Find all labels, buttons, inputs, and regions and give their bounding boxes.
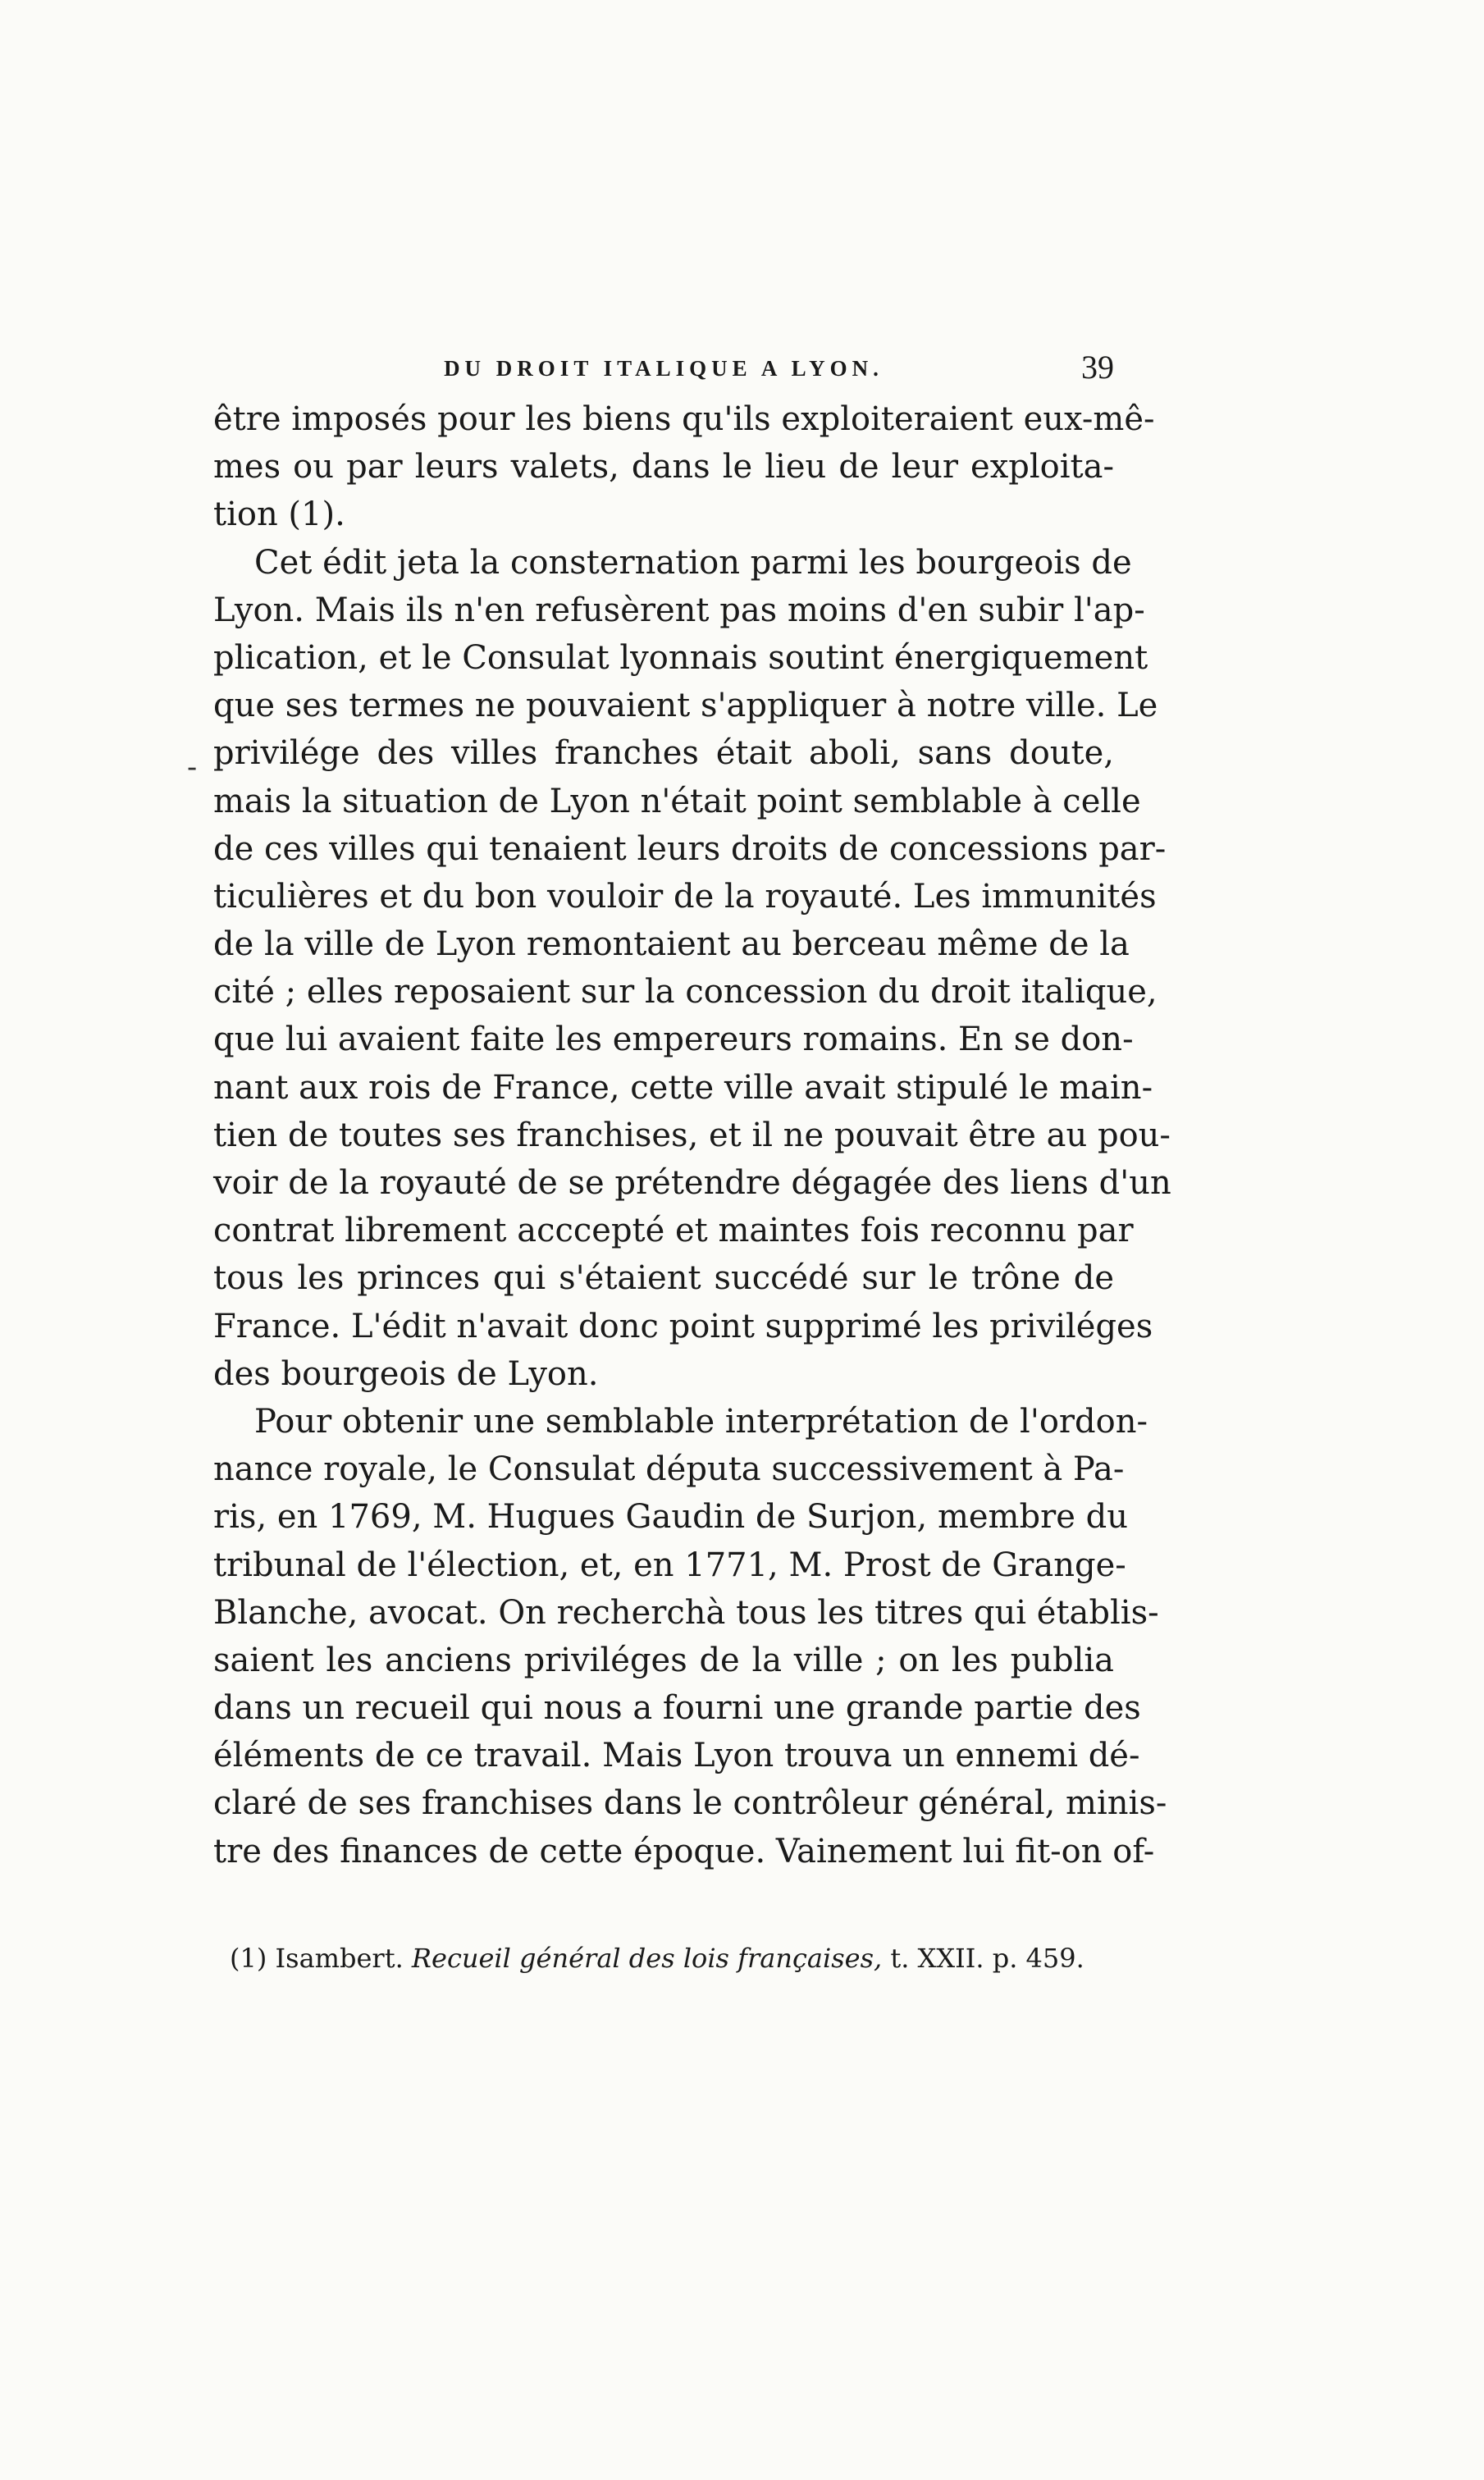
text-line: claré de ses franchises dans le contrôleur général, minis- (213, 1784, 1167, 1823)
text-line: éléments de ce travail. Mais Lyon trouva un ennemi dé- (213, 1737, 1140, 1775)
text-line: que lui avaient faite les empereurs romains. En se don- (213, 1021, 1134, 1059)
footnote-reference: t. XXII. p. 459. (890, 1943, 1084, 1974)
text-line: dans un recueil qui nous a fourni une grande partie des (213, 1689, 1141, 1728)
text-line: nance royale, le Consulat députa successivement à Pa- (213, 1450, 1125, 1489)
text-line: contrat librement acccepté et maintes fois reconnu par (213, 1212, 1134, 1250)
footnote-marker: (1) (230, 1943, 267, 1974)
text-line: tion (1). (213, 496, 345, 534)
footnote-author: Isambert. (275, 1943, 404, 1974)
text-line: de la ville de Lyon remontaient au berceau même de la (213, 925, 1130, 964)
text-line: tre des finances de cette époque. Vainement lui fit-on of- (213, 1832, 1155, 1870)
text-line: nant aux rois de France, cette ville avait stipulé le main- (213, 1068, 1153, 1107)
paragraph-start-line: Cet édit jeta la consternation parmi les bourgeois de (254, 543, 1132, 582)
running-head (213, 348, 1114, 397)
text-line: privilége des villes franches était aboli, sans doute, (213, 734, 1114, 773)
text-line: ris, en 1769, M. Hugues Gaudin de Surjon, membre du (213, 1498, 1128, 1537)
text-line: mais la situation de Lyon n'était point semblable à celle (213, 782, 1141, 820)
text-line: des bourgeois de Lyon. (213, 1354, 599, 1393)
footnote (213, 1940, 1114, 1976)
page-number: 39 (1081, 349, 1114, 386)
text-line: voir de la royauté de se prétendre dégagée des liens d'un (213, 1164, 1171, 1202)
text-line: être imposés pour les biens qu'ils exploiteraient eux-mê- (213, 400, 1155, 438)
text-line: France. L'édit n'avait donc point supprimé les priviléges (213, 1307, 1153, 1345)
text-line: cité ; elles reposaient sur la concession du droit italique, (213, 973, 1158, 1012)
running-title: DU DROIT ITALIQUE A LYON. (444, 356, 884, 381)
footnote-title: Recueil général des lois françaises, (411, 1943, 883, 1974)
paragraph-start-line: Pour obtenir une semblable interprétation de l'ordon- (254, 1402, 1148, 1441)
text-line: que ses termes ne pouvaient s'appliquer à notre ville. Le (213, 687, 1158, 725)
text-line: ticulières et du bon vouloir de la royauté. Les immunités (213, 877, 1157, 916)
text-line: saient les anciens priviléges de la ville ; on les publia (213, 1641, 1114, 1679)
text-line: tien de toutes ses franchises, et il ne pouvait être au pou- (213, 1116, 1171, 1154)
text-line: Blanche, avocat. On recherchà tous les titres qui établis- (213, 1593, 1159, 1632)
text-line: mes ou par leurs valets, dans le lieu de leur exploita- (213, 448, 1114, 486)
margin-mark: - (187, 751, 198, 784)
text-line: plication, et le Consulat lyonnais soutint énergiquement (213, 638, 1148, 677)
text-line: Lyon. Mais ils n'en refusèrent pas moins d'en subir l'ap- (213, 591, 1145, 629)
text-line: de ces villes qui tenaient leurs droits de concessions par- (213, 829, 1167, 868)
text-line: tribunal de l'élection, et, en 1771, M. Prost de Grange- (213, 1546, 1126, 1584)
text-line: tous les princes qui s'étaient succédé sur le trône de (213, 1259, 1114, 1298)
body-text (213, 395, 1171, 1875)
